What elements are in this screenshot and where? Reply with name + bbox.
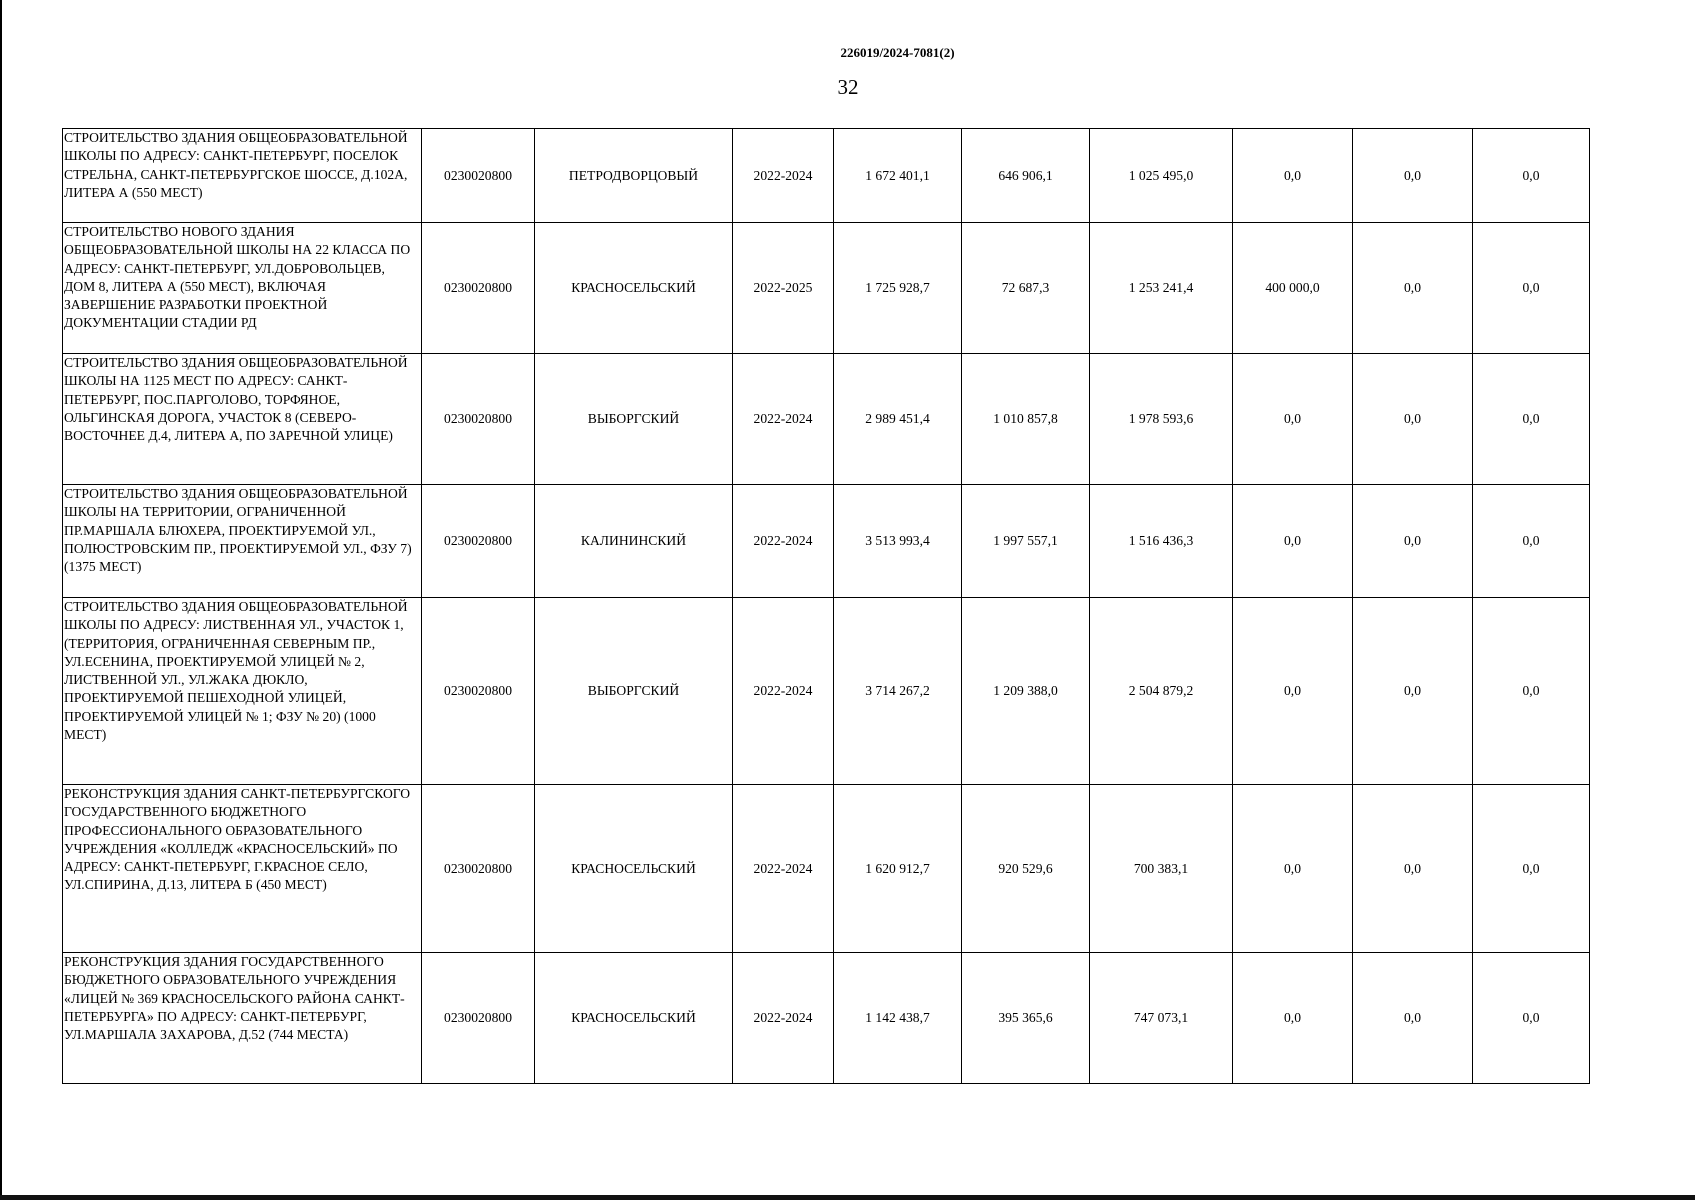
value-cell: 0,0 [1233, 129, 1353, 223]
value-cell: 0,0 [1353, 598, 1473, 785]
code-cell: 0230020800 [422, 223, 535, 354]
district-cell: КРАСНОСЕЛЬСКИЙ [535, 223, 733, 354]
value-cell: 0,0 [1473, 129, 1590, 223]
value-cell: 72 687,3 [962, 223, 1090, 354]
total-cell: 2 989 451,4 [834, 354, 962, 485]
value-cell: 395 365,6 [962, 953, 1090, 1084]
value-cell: 747 073,1 [1090, 953, 1233, 1084]
value-cell: 1 997 557,1 [962, 485, 1090, 598]
period-cell: 2022-2024 [733, 953, 834, 1084]
code-cell: 0230020800 [422, 953, 535, 1084]
code-cell: 0230020800 [422, 485, 535, 598]
investment-table [62, 128, 1590, 1084]
value-cell: 0,0 [1473, 598, 1590, 785]
period-cell: 2022-2024 [733, 785, 834, 953]
value-cell: 0,0 [1353, 485, 1473, 598]
district-cell: КРАСНОСЕЛЬСКИЙ [535, 785, 733, 953]
value-cell: 1 253 241,4 [1090, 223, 1233, 354]
table-row [63, 354, 1590, 485]
table-row [63, 953, 1590, 1084]
value-cell: 0,0 [1353, 785, 1473, 953]
value-cell: 0,0 [1473, 354, 1590, 485]
value-cell: 0,0 [1473, 953, 1590, 1084]
scan-left-edge [0, 0, 2, 1200]
value-cell: 1 516 436,3 [1090, 485, 1233, 598]
object-name-cell: СТРОИТЕЛЬСТВО ЗДАНИЯ ОБЩЕОБРАЗОВАТЕЛЬНОЙ ШКОЛЫ ПО АДРЕСУ: САНКТ-ПЕТЕРБУРГ, ПОСЕЛОК СТРЕЛЬНА, САНКТ-ПЕТЕРБУРГСКОЕ ШОССЕ, Д.102А, ЛИТЕРА А (550 МЕСТ) [63, 129, 422, 223]
document-number: 226019/2024-7081(2) [840, 45, 955, 60]
value-cell: 0,0 [1353, 223, 1473, 354]
value-cell: 646 906,1 [962, 129, 1090, 223]
object-name-cell: СТРОИТЕЛЬСТВО НОВОГО ЗДАНИЯ ОБЩЕОБРАЗОВАТЕЛЬНОЙ ШКОЛЫ НА 22 КЛАССА ПО АДРЕСУ: САНКТ-ПЕТЕРБУРГ, УЛ.ДОБРОВОЛЬЦЕВ, ДОМ 8, ЛИТЕРА А (550 МЕСТ), ВКЛЮЧАЯ ЗАВЕРШЕНИЕ РАЗРАБОТКИ ПРОЕКТНОЙ ДОКУМЕНТАЦИИ СТАДИИ РД [63, 223, 422, 354]
table-row [63, 598, 1590, 785]
object-name-cell: СТРОИТЕЛЬСТВО ЗДАНИЯ ОБЩЕОБРАЗОВАТЕЛЬНОЙ ШКОЛЫ НА 1125 МЕСТ ПО АДРЕСУ: САНКТ-ПЕТЕРБУРГ, ПОС.ПАРГОЛОВО, ТОРФЯНОЕ, ОЛЬГИНСКАЯ ДОРОГА, УЧАСТОК 8 (СЕВЕРО-ВОСТОЧНЕЕ Д.4, ЛИТЕРА А, ПО ЗАРЕЧНОЙ УЛИЦЕ) [63, 354, 422, 485]
period-cell: 2022-2024 [733, 598, 834, 785]
code-cell: 0230020800 [422, 129, 535, 223]
value-cell: 0,0 [1473, 785, 1590, 953]
value-cell: 1 010 857,8 [962, 354, 1090, 485]
object-name-cell: РЕКОНСТРУКЦИЯ ЗДАНИЯ ГОСУДАРСТВЕННОГО БЮДЖЕТНОГО ОБРАЗОВАТЕЛЬНОГО УЧРЕЖДЕНИЯ «ЛИЦЕЙ № 369 КРАСНОСЕЛЬСКОГО РАЙОНА САНКТ-ПЕТЕРБУРГА» ПО АДРЕСУ: САНКТ-ПЕТЕРБУРГ, УЛ.МАРШАЛА ЗАХАРОВА, Д.52 (744 МЕСТА) [63, 953, 422, 1084]
table-row [63, 223, 1590, 354]
district-cell: КРАСНОСЕЛЬСКИЙ [535, 953, 733, 1084]
district-cell: КАЛИНИНСКИЙ [535, 485, 733, 598]
code-cell: 0230020800 [422, 785, 535, 953]
total-cell: 1 672 401,1 [834, 129, 962, 223]
code-cell: 0230020800 [422, 598, 535, 785]
total-cell: 3 513 993,4 [834, 485, 962, 598]
value-cell: 0,0 [1233, 953, 1353, 1084]
table-row [63, 785, 1590, 953]
period-cell: 2022-2024 [733, 354, 834, 485]
total-cell: 1 725 928,7 [834, 223, 962, 354]
object-name-cell: РЕКОНСТРУКЦИЯ ЗДАНИЯ САНКТ-ПЕТЕРБУРГСКОГО ГОСУДАРСТВЕННОГО БЮДЖЕТНОГО ПРОФЕССИОНАЛЬНОГО ОБРАЗОВАТЕЛЬНОГО УЧРЕЖДЕНИЯ «КОЛЛЕДЖ «КРАСНОСЕЛЬСКИЙ» ПО АДРЕСУ: САНКТ-ПЕТЕРБУРГ, Г.КРАСНОЕ СЕЛО, УЛ.СПИРИНА, Д.13, ЛИТЕРА Б (450 МЕСТ) [63, 785, 422, 953]
value-cell: 0,0 [1473, 485, 1590, 598]
value-cell: 920 529,6 [962, 785, 1090, 953]
value-cell: 0,0 [1233, 785, 1353, 953]
value-cell: 0,0 [1473, 223, 1590, 354]
district-cell: ВЫБОРГСКИЙ [535, 598, 733, 785]
value-cell: 400 000,0 [1233, 223, 1353, 354]
period-cell: 2022-2024 [733, 485, 834, 598]
object-name-cell: СТРОИТЕЛЬСТВО ЗДАНИЯ ОБЩЕОБРАЗОВАТЕЛЬНОЙ ШКОЛЫ НА ТЕРРИТОРИИ, ОГРАНИЧЕННОЙ ПР.МАРШАЛА БЛЮХЕРА, ПРОЕКТИРУЕМОЙ УЛ., ПОЛЮСТРОВСКИМ ПР., ПРОЕКТИРУЕМОЙ УЛ., ФЗУ 7) (1375 МЕСТ) [63, 485, 422, 598]
value-cell: 1 978 593,6 [1090, 354, 1233, 485]
period-cell: 2022-2024 [733, 129, 834, 223]
value-cell: 700 383,1 [1090, 785, 1233, 953]
page-number: 32 [837, 75, 859, 99]
period-cell: 2022-2025 [733, 223, 834, 354]
value-cell: 1 209 388,0 [962, 598, 1090, 785]
district-cell: ВЫБОРГСКИЙ [535, 354, 733, 485]
table-row [63, 129, 1590, 223]
value-cell: 0,0 [1233, 354, 1353, 485]
total-cell: 1 620 912,7 [834, 785, 962, 953]
value-cell: 0,0 [1353, 953, 1473, 1084]
total-cell: 3 714 267,2 [834, 598, 962, 785]
district-cell: ПЕТРОДВОРЦОВЫЙ [535, 129, 733, 223]
value-cell: 0,0 [1353, 354, 1473, 485]
value-cell: 0,0 [1353, 129, 1473, 223]
code-cell: 0230020800 [422, 354, 535, 485]
value-cell: 2 504 879,2 [1090, 598, 1233, 785]
total-cell: 1 142 438,7 [834, 953, 962, 1084]
value-cell: 0,0 [1233, 485, 1353, 598]
value-cell: 1 025 495,0 [1090, 129, 1233, 223]
scan-bottom-edge [0, 1195, 1695, 1200]
object-name-cell: СТРОИТЕЛЬСТВО ЗДАНИЯ ОБЩЕОБРАЗОВАТЕЛЬНОЙ ШКОЛЫ ПО АДРЕСУ: ЛИСТВЕННАЯ УЛ., УЧАСТОК 1, (ТЕРРИТОРИЯ, ОГРАНИЧЕННАЯ СЕВЕРНЫМ ПР., УЛ.ЕСЕНИНА, ПРОЕКТИРУЕМОЙ УЛИЦЕЙ № 2, ЛИСТВЕННОЙ УЛ., УЛ.ЖАКА ДЮКЛО, ПРОЕКТИРУЕМОЙ ПЕШЕХОДНОЙ УЛИЦЕЙ, ПРОЕКТИРУЕМОЙ УЛИЦЕЙ № 1; ФЗУ № 20) (1000 МЕСТ) [63, 598, 422, 785]
table-row [63, 485, 1590, 598]
value-cell: 0,0 [1233, 598, 1353, 785]
